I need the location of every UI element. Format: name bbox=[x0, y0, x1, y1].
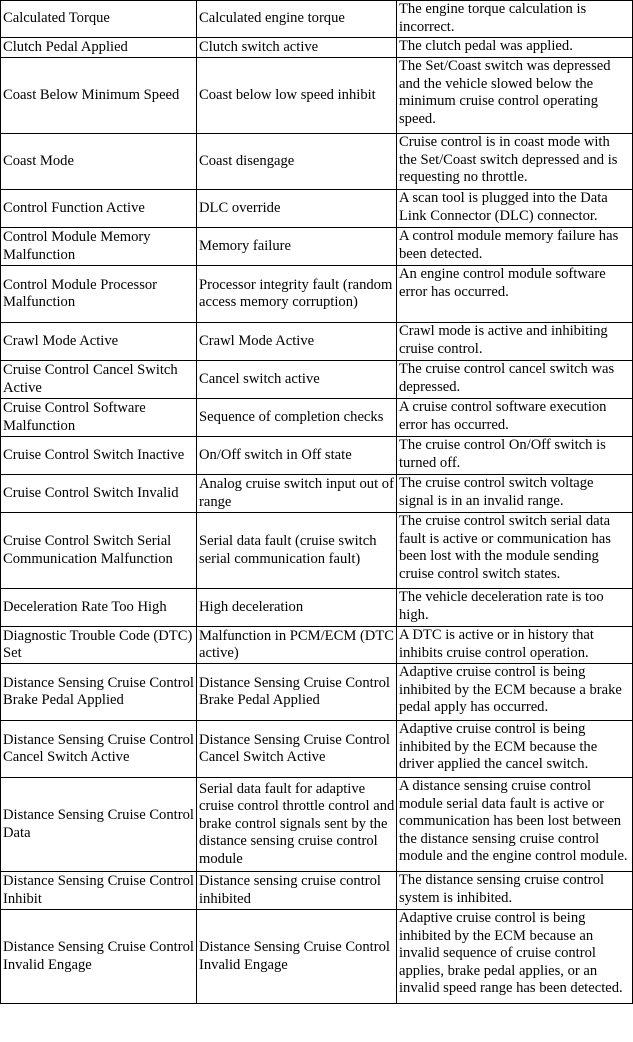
cause-text: The cruise control On/Off switch is turned off. bbox=[397, 437, 633, 475]
table-row bbox=[1, 266, 633, 323]
parameter-name: Cruise Control Switch Serial Communication Malfunction bbox=[1, 513, 197, 589]
cause-text: Adaptive cruise control is being inhibited by the ECM because an invalid sequence of cruise control applies, brake pedal applies, or an invalid speed range has been detected. bbox=[397, 910, 633, 1004]
cause-text: Adaptive cruise control is being inhibited by the ECM because the driver applied the cancel switch. bbox=[397, 721, 633, 778]
table-row bbox=[1, 513, 633, 589]
table-row bbox=[1, 228, 633, 266]
parameter-name: Calculated Torque bbox=[1, 1, 197, 38]
cause-text: Cruise control is in coast mode with the Set/Coast switch depressed and is requesting no throttle. bbox=[397, 134, 633, 190]
parameter-name: Clutch Pedal Applied bbox=[1, 38, 197, 58]
parameter-name: Diagnostic Trouble Code (DTC) Set bbox=[1, 627, 197, 664]
condition-description: Distance Sensing Cruise Control Cancel Switch Active bbox=[197, 721, 397, 778]
cause-text: The distance sensing cruise control system is inhibited. bbox=[397, 872, 633, 910]
parameter-name: Distance Sensing Cruise Control Inhibit bbox=[1, 872, 197, 910]
cause-text: A scan tool is plugged into the Data Link Connector (DLC) connector. bbox=[397, 190, 633, 228]
parameter-name: Coast Mode bbox=[1, 134, 197, 190]
table-row bbox=[1, 872, 633, 910]
table-row bbox=[1, 589, 633, 627]
parameter-name: Cruise Control Switch Inactive bbox=[1, 437, 197, 475]
parameter-name: Distance Sensing Cruise Control Data bbox=[1, 778, 197, 872]
table-row bbox=[1, 910, 633, 1004]
condition-description: Analog cruise switch input out of range bbox=[197, 475, 397, 513]
condition-description: Serial data fault for adaptive cruise control throttle control and brake control signals sent by the distance sensing cruise control module bbox=[197, 778, 397, 872]
cause-text: The cruise control cancel switch was depressed. bbox=[397, 361, 633, 399]
cause-text: The cruise control switch serial data fault is active or communication has been lost with the module sending cruise control switch states. bbox=[397, 513, 633, 589]
cause-text: A distance sensing cruise control module serial data fault is active or communication has been lost between the distance sensing cruise control module and the engine control module. bbox=[397, 778, 633, 872]
condition-description: Memory failure bbox=[197, 228, 397, 266]
cause-text: The vehicle deceleration rate is too high. bbox=[397, 589, 633, 627]
parameter-name: Control Module Processor Malfunction bbox=[1, 266, 197, 323]
condition-description: On/Off switch in Off state bbox=[197, 437, 397, 475]
table-row bbox=[1, 721, 633, 778]
table-row bbox=[1, 1, 633, 38]
table-row bbox=[1, 38, 633, 58]
table-row bbox=[1, 134, 633, 190]
condition-description: Serial data fault (cruise switch serial communication fault) bbox=[197, 513, 397, 589]
condition-description: Coast disengage bbox=[197, 134, 397, 190]
condition-description: Coast below low speed inhibit bbox=[197, 58, 397, 134]
condition-description: High deceleration bbox=[197, 589, 397, 627]
parameter-name: Coast Below Minimum Speed bbox=[1, 58, 197, 134]
cause-text: The cruise control switch voltage signal is in an invalid range. bbox=[397, 475, 633, 513]
condition-description: Sequence of completion checks bbox=[197, 399, 397, 437]
parameter-name: Distance Sensing Cruise Control Cancel Switch Active bbox=[1, 721, 197, 778]
parameter-name: Cruise Control Cancel Switch Active bbox=[1, 361, 197, 399]
condition-description: Distance Sensing Cruise Control Invalid Engage bbox=[197, 910, 397, 1004]
condition-description: Distance Sensing Cruise Control Brake Pedal Applied bbox=[197, 664, 397, 721]
condition-description: Clutch switch active bbox=[197, 38, 397, 58]
parameter-name: Crawl Mode Active bbox=[1, 323, 197, 361]
table-row bbox=[1, 778, 633, 872]
cause-text: A cruise control software execution error has occurred. bbox=[397, 399, 633, 437]
parameter-name: Distance Sensing Cruise Control Invalid Engage bbox=[1, 910, 197, 1004]
parameter-name: Control Module Memory Malfunction bbox=[1, 228, 197, 266]
cause-text: The clutch pedal was applied. bbox=[397, 38, 633, 58]
parameter-name: Deceleration Rate Too High bbox=[1, 589, 197, 627]
table-row bbox=[1, 664, 633, 721]
cause-text: Crawl mode is active and inhibiting cruise control. bbox=[397, 323, 633, 361]
condition-description: Distance sensing cruise control inhibited bbox=[197, 872, 397, 910]
table-row bbox=[1, 58, 633, 134]
table-row bbox=[1, 475, 633, 513]
condition-description: Processor integrity fault (random access memory corruption) bbox=[197, 266, 397, 323]
cause-text: A control module memory failure has been detected. bbox=[397, 228, 633, 266]
cause-text: The Set/Coast switch was depressed and the vehicle slowed below the minimum cruise control operating speed. bbox=[397, 58, 633, 134]
cause-text: The engine torque calculation is incorrect. bbox=[397, 1, 633, 38]
condition-description: Malfunction in PCM/ECM (DTC active) bbox=[197, 627, 397, 664]
condition-description: Calculated engine torque bbox=[197, 1, 397, 38]
table-row bbox=[1, 399, 633, 437]
cause-text: An engine control module software error has occurred. bbox=[397, 266, 633, 323]
cause-text: A DTC is active or in history that inhibits cruise control operation. bbox=[397, 627, 633, 664]
parameter-name: Cruise Control Switch Invalid bbox=[1, 475, 197, 513]
condition-description: Cancel switch active bbox=[197, 361, 397, 399]
parameter-name: Control Function Active bbox=[1, 190, 197, 228]
table-row bbox=[1, 437, 633, 475]
parameter-name: Distance Sensing Cruise Control Brake Pedal Applied bbox=[1, 664, 197, 721]
condition-description: Crawl Mode Active bbox=[197, 323, 397, 361]
parameter-name: Cruise Control Software Malfunction bbox=[1, 399, 197, 437]
table-row bbox=[1, 190, 633, 228]
table-body bbox=[1, 1, 633, 1004]
cause-text: Adaptive cruise control is being inhibited by the ECM because a brake pedal apply has occurred. bbox=[397, 664, 633, 721]
table-row bbox=[1, 323, 633, 361]
condition-description: DLC override bbox=[197, 190, 397, 228]
table-row bbox=[1, 627, 633, 664]
table-row bbox=[1, 361, 633, 399]
